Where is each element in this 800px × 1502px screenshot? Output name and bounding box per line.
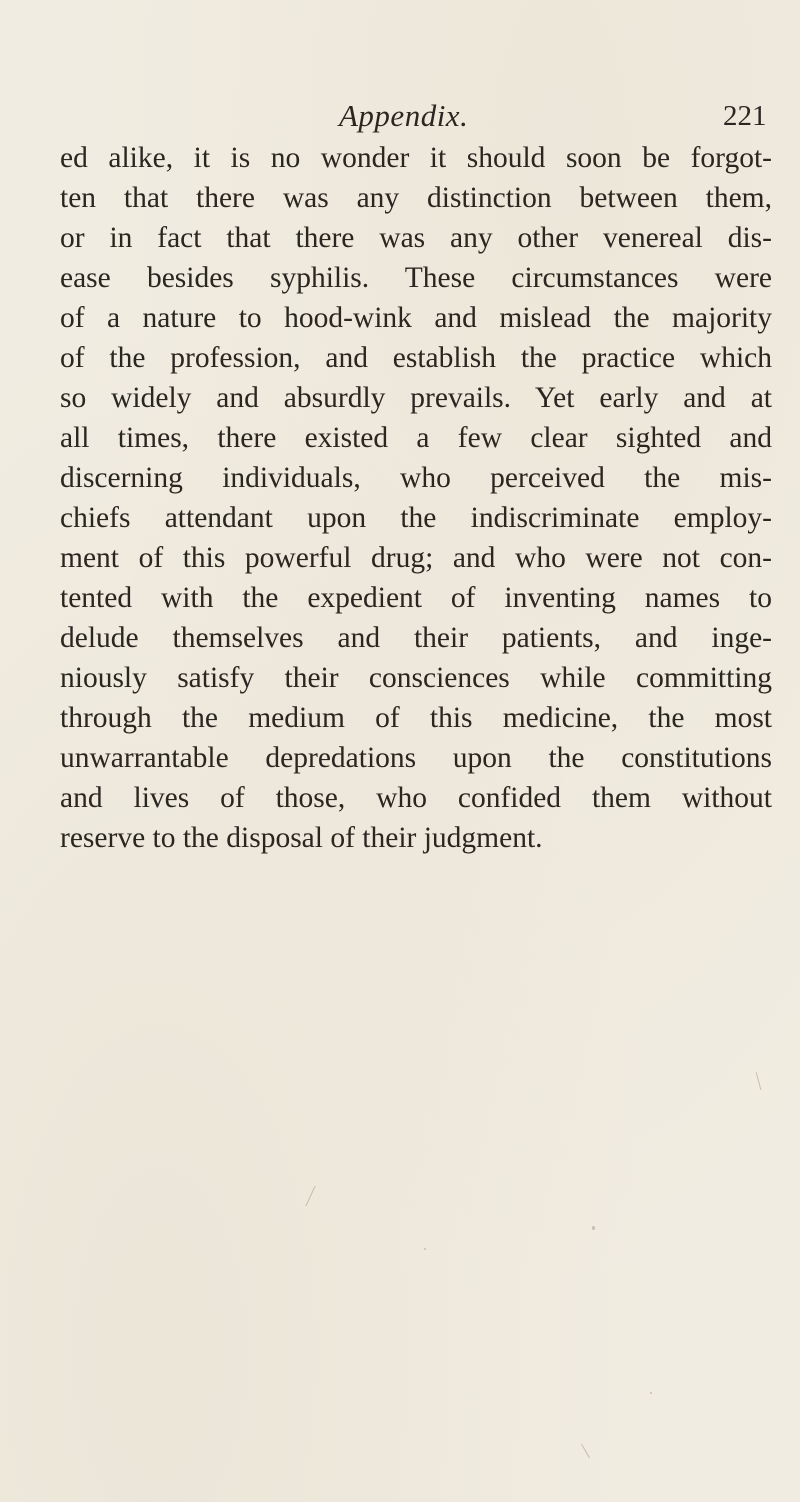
text-line: of the profession, and establish the practice which (60, 342, 772, 374)
text-line: through the medium of this medicine, the most (60, 702, 772, 734)
body-text (60, 138, 772, 858)
text-line: all times, there existed a few clear sighted and (60, 422, 772, 454)
text-line: ten that there was any distinction between them, (60, 182, 772, 214)
running-title: Appendix. (339, 98, 469, 133)
text-line: chiefs attendant upon the indiscriminate employ- (60, 502, 772, 534)
text-line: so widely and absurdly prevails. Yet early and at (60, 382, 772, 414)
text-line: or in fact that there was any other venereal dis- (60, 222, 772, 254)
paper-speck (650, 1392, 652, 1394)
paper-mark (305, 1186, 315, 1206)
text-line: ease besides syphilis. These circumstances were (60, 262, 772, 294)
paper-mark (756, 1072, 762, 1090)
page-header (0, 98, 800, 138)
paper-speck (592, 1226, 595, 1230)
paper-mark (581, 1444, 590, 1458)
text-line: niously satisfy their consciences while committing (60, 662, 772, 694)
paper-speck (424, 1248, 426, 1250)
text-line: discerning individuals, who perceived the mis- (60, 462, 772, 494)
text-line: unwarrantable depredations upon the constitutions (60, 742, 772, 774)
text-line: and lives of those, who confided them without (60, 782, 772, 814)
text-line: ment of this powerful drug; and who were not con- (60, 542, 772, 574)
text-line: of a nature to hood-wink and mislead the majority (60, 302, 772, 334)
text-line: tented with the expedient of inventing names to (60, 582, 772, 614)
text-line: ed alike, it is no wonder it should soon be forgot- (60, 142, 772, 174)
text-line: reserve to the disposal of their judgment. (60, 822, 543, 854)
text-line: delude themselves and their patients, and inge- (60, 622, 772, 654)
page-number: 221 (723, 100, 767, 132)
